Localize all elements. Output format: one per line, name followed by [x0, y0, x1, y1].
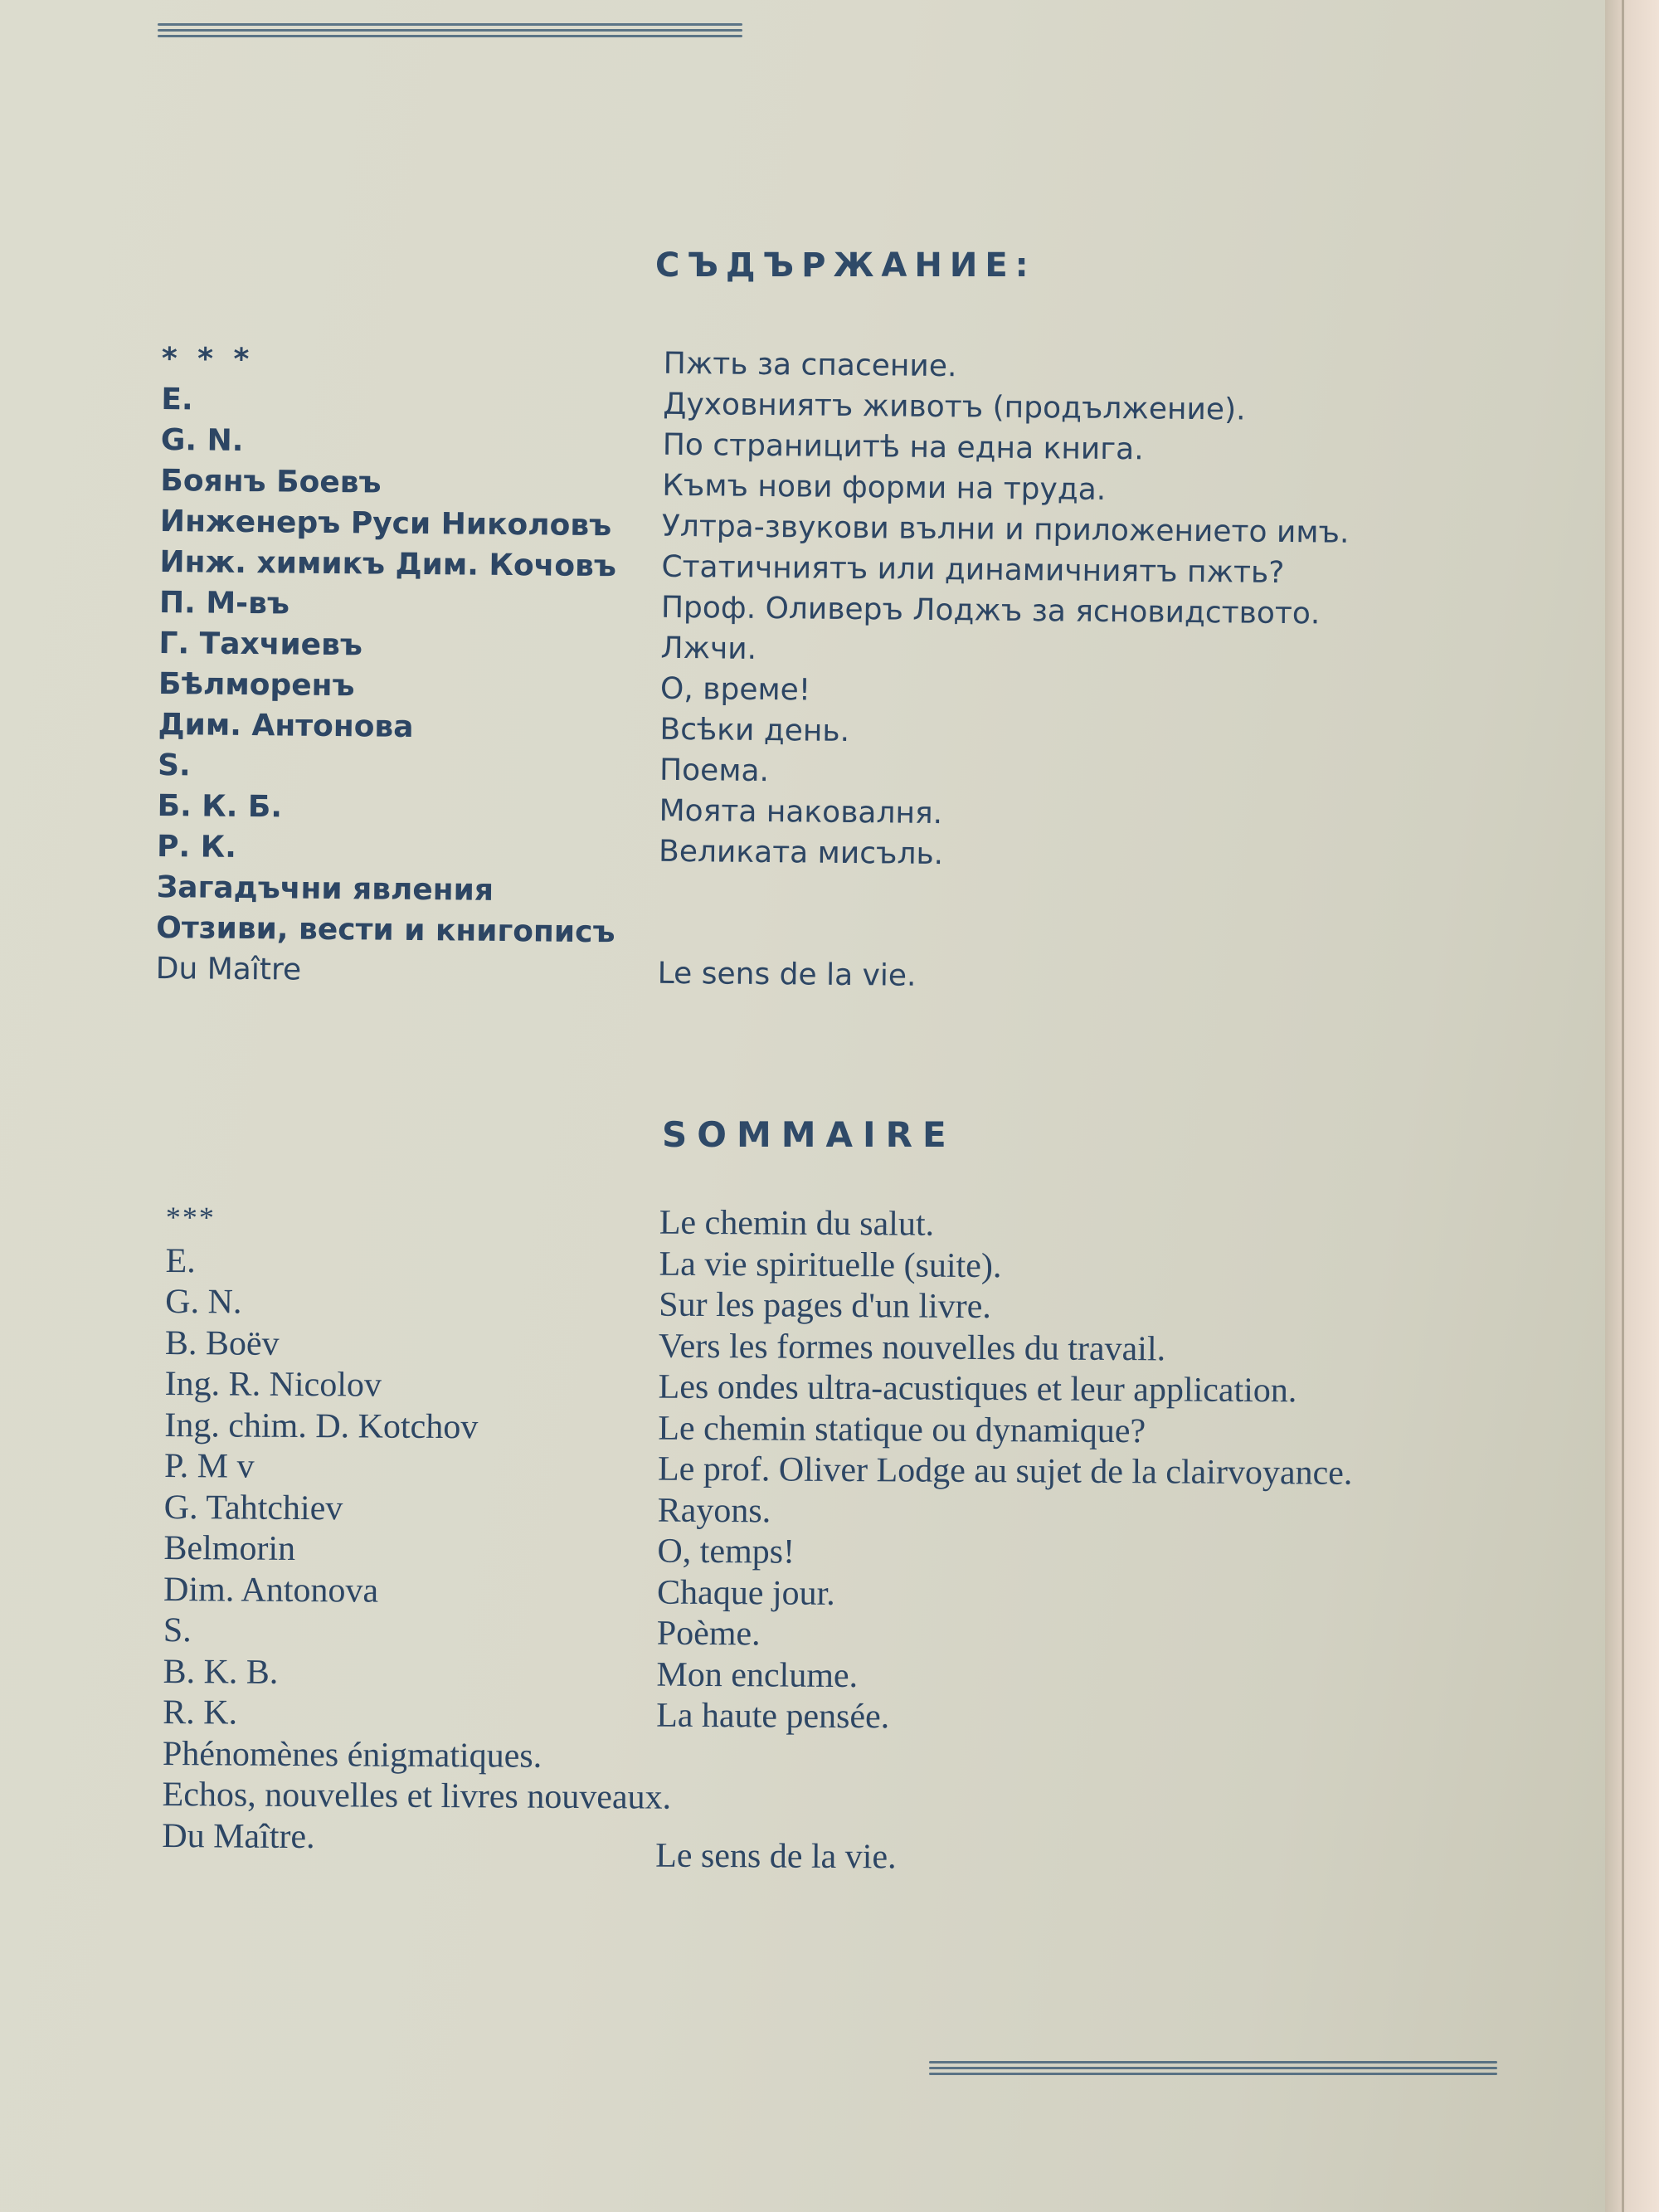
entry-title: Духовниятъ животъ (продължение). — [663, 387, 1246, 427]
entry-author: * * * — [161, 342, 255, 378]
entry-author: Боянъ Боевъ — [160, 463, 382, 500]
entry-author: Инж. химикъ Дим. Кочовъ — [159, 544, 617, 584]
entry-title: Моята наковалня. — [659, 793, 943, 831]
entry-title: La haute pensée. — [656, 1696, 890, 1737]
entry-author: Р. К. — [156, 829, 237, 865]
entry-title: O, temps! — [657, 1532, 795, 1571]
entry-title: Le sens de la vie. — [655, 1836, 897, 1876]
entry-title: Le prof. Oliver Lodge au sujet de la clairvoyance. — [657, 1449, 1353, 1493]
entry-author: Отзиви, вести и книгописъ — [156, 910, 615, 950]
entry-author: R. K. — [163, 1693, 238, 1732]
entry-author: G. N. — [160, 422, 244, 458]
contents-heading-french: SOMMAIRE — [662, 1114, 956, 1155]
contents-list-bulgarian — [155, 342, 1350, 993]
entry-author: Б. К. Б. — [157, 788, 283, 825]
entry-author: Г. Тахчиевъ — [158, 626, 363, 663]
entry-author: Е. — [161, 382, 193, 417]
entry-author: Du Maître. — [162, 1816, 315, 1856]
entry-author: Du Maître — [155, 951, 302, 987]
entry-author: Инженеръ Руси Николовъ — [159, 504, 612, 543]
entry-title: Поема. — [659, 753, 770, 789]
entry-title: Великата мисъль. — [658, 834, 944, 872]
entry-title: Къмъ нови форми на труда. — [662, 468, 1107, 507]
entry-author: Phénomènes énigmatiques. — [162, 1734, 542, 1776]
entry-title: Le chemin statique ou dynamique? — [658, 1409, 1146, 1450]
entry-author: S. — [157, 748, 191, 783]
entry-title: La vie spirituelle (suite). — [659, 1245, 1002, 1285]
entry-author: Бѣлморенъ — [158, 666, 355, 704]
entry-author: *** — [165, 1201, 216, 1235]
entry-author: Дим. Антонова — [158, 707, 414, 744]
top-decorative-rule — [158, 23, 742, 41]
entry-title: Les ondes ultra-acustiques et leur application. — [658, 1367, 1297, 1411]
entry-title: Le sens de la vie. — [657, 956, 917, 993]
entry-title: О, време! — [659, 671, 811, 708]
entry-title: Le chemin du salut. — [659, 1203, 935, 1244]
entry-title: Проф. Оливеръ Лоджъ за ясновидството. — [660, 590, 1321, 631]
entry-author: G. Tahtchiev — [163, 1488, 343, 1527]
entry-author: S. — [163, 1610, 192, 1650]
entry-title: Пжть за спасение. — [663, 346, 957, 384]
entry-author: Dim. Antonova — [163, 1570, 379, 1610]
entry-title: Mon enclume. — [656, 1655, 859, 1695]
entry-author: B. K. B. — [163, 1652, 279, 1692]
entry-author: E. — [165, 1241, 196, 1280]
entry-author: Ing. chim. D. Kotchov — [164, 1406, 479, 1446]
entry-author: B. Boëv — [164, 1323, 280, 1363]
entry-author: P. M v — [163, 1446, 255, 1486]
entry-author: Ing. R. Nicolov — [164, 1364, 382, 1405]
entry-title: Лжчи. — [660, 631, 757, 666]
entry-author: G. N. — [165, 1282, 242, 1322]
entry-title: Всѣки день. — [659, 712, 850, 748]
entry-author: Belmorin — [163, 1528, 296, 1568]
entry-author: П. М-въ — [158, 585, 290, 621]
page-edge — [1605, 0, 1659, 2212]
entry-author: Echos, nouvelles et livres nouveaux. — [162, 1775, 672, 1817]
contents-list-french — [162, 1200, 1353, 1876]
entry-title: Rayons. — [657, 1491, 771, 1530]
entry-title: Ултра-звукови вълни и приложението имъ. — [661, 509, 1350, 550]
bottom-decorative-rule — [929, 2061, 1497, 2078]
entry-title: По страницитѣ на една книга. — [662, 427, 1144, 467]
entry-title: Vers les formes nouvelles du travail. — [658, 1327, 1166, 1368]
contents-heading-bulgarian: СЪДЪРЖАНИЕ: — [655, 246, 1036, 285]
entry-title: Sur les pages d'un livre. — [659, 1285, 992, 1327]
entry-title: Poème. — [656, 1614, 761, 1654]
entry-title: Статичниятъ или динамичниятъ пжть? — [661, 549, 1285, 591]
entry-title: Chaque jour. — [656, 1573, 835, 1613]
entry-author: Загадъчни явления — [156, 870, 494, 908]
